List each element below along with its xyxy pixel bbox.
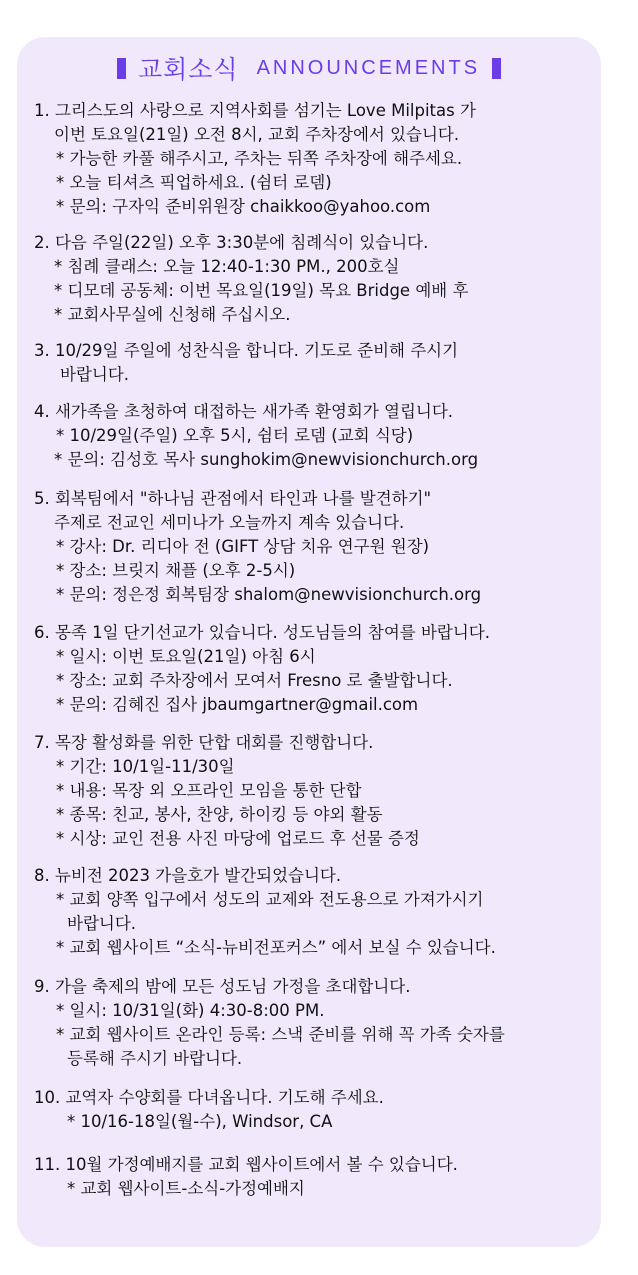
announcement-1-line-4: * 오늘 티셔츠 픽업하세요. (쉼터 로뎀) <box>56 173 332 192</box>
announcement-9-line-3: * 교회 웹사이트 온라인 등록: 스낵 준비를 위해 꼭 가족 숫자를 <box>56 1025 505 1044</box>
announcement-6-line-4: * 문의: 김혜진 집사 jbaumgartner@gmail.com <box>56 695 419 714</box>
announcement-5-line-3: * 강사: Dr. 리디아 전 (GIFT 상담 치유 연구원 원장) <box>56 537 430 556</box>
announcement-2-line-3: * 디모데 공동체: 이번 목요일(19일) 목요 Bridge 예배 후 <box>54 281 469 300</box>
header-title-english: ANNOUNCEMENTS <box>256 56 481 79</box>
announcement-8-line-2: * 교회 양쪽 입구에서 성도의 교제와 전도용으로 가져가시기 <box>56 890 484 909</box>
announcement-5-line-5: * 문의: 정은정 회복팀장 shalom@newvisionchurch.org <box>56 585 482 604</box>
announcement-11-line-1: 11. 10월 가정예배지를 교회 웹사이트에서 볼 수 있습니다. <box>34 1155 458 1174</box>
header-right-bar <box>492 58 501 79</box>
announcement-2-line-4: * 교회사무실에 신청해 주십시오. <box>54 305 291 324</box>
announcement-4-line-3: * 문의: 김성호 목사 sunghokim@newvisionchurch.org <box>54 450 479 469</box>
announcement-3-line-2: 바랍니다. <box>60 365 130 384</box>
header-title-korean: 교회소식 <box>137 55 239 84</box>
announcement-2-line-2: * 침례 클래스: 오늘 12:40-1:30 PM., 200호실 <box>54 257 400 276</box>
announcement-7-line-5: * 시상: 교인 전용 사진 마당에 업로드 후 선물 증정 <box>56 829 420 848</box>
announcement-8-line-4: * 교회 웹사이트 “소식-뉴비전포커스” 에서 보실 수 있습니다. <box>56 938 496 957</box>
announcement-7-line-3: * 내용: 목장 외 오프라인 모임을 통한 단합 <box>56 781 362 800</box>
announcement-9-line-1: 9. 가을 축제의 밤에 모든 성도님 가정을 초대합니다. <box>34 977 411 996</box>
announcement-6-line-2: * 일시: 이번 토요일(21일) 아침 6시 <box>56 647 316 666</box>
announcement-6-line-3: * 장소: 교회 주차장에서 모여서 Fresno 로 출발합니다. <box>56 671 453 690</box>
announcement-5-line-1: 5. 회복팀에서 "하나님 관점에서 타인과 나를 발견하기" <box>34 489 432 508</box>
announcement-7-line-2: * 기간: 10/1일-11/30일 <box>56 757 235 776</box>
announcement-2-line-1: 2. 다음 주일(22일) 오후 3:30분에 침례식이 있습니다. <box>34 233 429 252</box>
announcement-11-line-2: * 교회 웹사이트-소식-가정예배지 <box>67 1179 305 1198</box>
announcement-8-line-1: 8. 뉴비전 2023 가을호가 발간되었습니다. <box>34 866 342 885</box>
announcement-1-line-2: 이번 토요일(21일) 오전 8시, 교회 주차장에서 있습니다. <box>54 125 460 144</box>
announcement-6-line-1: 6. 몽족 1일 단기선교가 있습니다. 성도님들의 참여를 바랍니다. <box>34 623 490 642</box>
announcement-5-line-2: 주제로 전교인 세미나가 오늘까지 계속 있습니다. <box>54 513 405 532</box>
announcement-7-line-4: * 종목: 친교, 봉사, 찬양, 하이킹 등 야외 활동 <box>56 805 383 824</box>
announcement-3-line-1: 3. 10/29일 주일에 성찬식을 합니다. 기도로 준비해 주시기 <box>34 341 459 360</box>
announcement-4-line-1: 4. 새가족을 초청하여 대접하는 새가족 환영회가 열립니다. <box>34 402 454 421</box>
announcement-1-line-1: 1. 그리스도의 사랑으로 지역사회를 섬기는 Love Milpitas 가 <box>34 101 476 120</box>
announcement-9-line-2: * 일시: 10/31일(화) 4:30-8:00 PM. <box>56 1001 325 1020</box>
announcement-10-line-1: 10. 교역자 수양회를 다녀옵니다. 기도해 주세요. <box>34 1088 384 1107</box>
announcement-8-line-3: 바랍니다. <box>67 914 137 933</box>
announcement-1-line-5: * 문의: 구자익 준비위원장 chaikkoo@yahoo.com <box>56 197 431 216</box>
announcement-1-line-3: * 가능한 카풀 해주시고, 주차는 뒤쪽 주차장에 해주세요. <box>56 149 463 168</box>
announcement-7-line-1: 7. 목장 활성화를 위한 단합 대회를 진행합니다. <box>34 733 374 752</box>
announcements-header <box>17 37 601 99</box>
header-left-bar <box>117 58 126 79</box>
announcement-9-line-4: 등록해 주시기 바랍니다. <box>67 1049 243 1068</box>
announcement-5-line-4: * 장소: 브릿지 채플 (오후 2-5시) <box>56 561 296 580</box>
announcement-10-line-2: * 10/16-18일(월-수), Windsor, CA <box>67 1112 333 1131</box>
announcements-card <box>17 37 601 1247</box>
announcement-4-line-2: * 10/29일(주일) 오후 5시, 쉼터 로뎀 (교회 식당) <box>56 426 414 445</box>
